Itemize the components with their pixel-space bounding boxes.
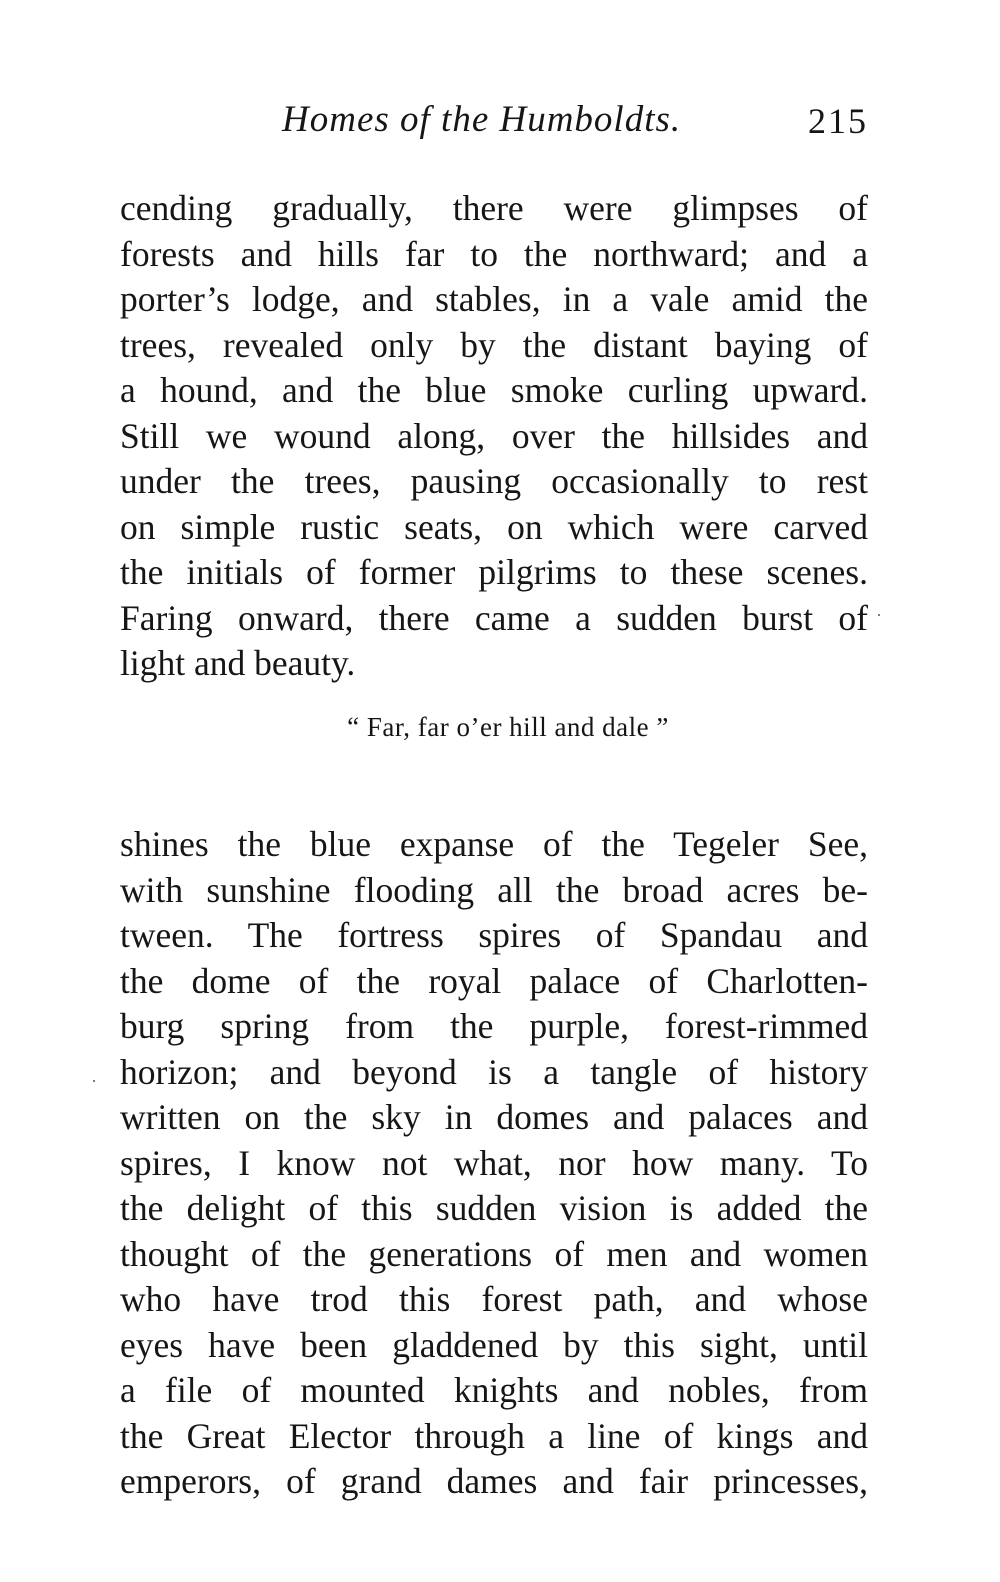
paragraph-1 <box>120 186 868 687</box>
text-line: the initials of former pilgrims to these scenes. <box>120 552 868 592</box>
text-line: who have trod this forest path, and whose <box>120 1279 868 1319</box>
text-line: cending gradually, there were glimpses of <box>120 188 868 228</box>
text-line: light and beauty. <box>120 643 356 683</box>
print-speck <box>878 614 880 616</box>
running-title: Homes of the Humboldts. <box>282 99 682 140</box>
text-line: Faring onward, there came a sudden burst of <box>120 597 868 638</box>
text-line: written on the sky in domes and palaces and <box>120 1097 868 1137</box>
text-line: shines the blue expanse of the Tegeler See, <box>120 824 868 864</box>
text-line: the Great Elector through a line of kings and <box>120 1415 868 1456</box>
verse-quotation: “ Far, far o’er hill and dale ” <box>347 712 669 742</box>
text-line: forests and hills far to the northward; and a <box>120 233 868 274</box>
page-number: 215 <box>808 101 868 141</box>
text-line: horizon; and beyond is a tangle of history <box>120 1051 868 1092</box>
text-line: eyes have been gladdened by this sight, until <box>120 1324 868 1365</box>
text-line: on simple rustic seats, on which were carved <box>120 506 868 547</box>
paragraph-2 <box>120 822 868 1505</box>
running-head <box>120 98 868 150</box>
text-line: a hound, and the blue smoke curling upward. <box>120 370 868 410</box>
text-line: burg spring from the purple, forest-rimmed <box>120 1006 868 1046</box>
print-speck <box>93 1080 95 1082</box>
text-line: emperors, of grand dames and fair princesses, <box>120 1461 868 1501</box>
text-line: the delight of this sudden vision is added the <box>120 1188 868 1228</box>
text-line: the dome of the royal palace of Charlotten- <box>120 960 868 1001</box>
text-line: trees, revealed only by the distant baying of <box>120 324 868 365</box>
text-line: with sunshine flooding all the broad acres be- <box>120 869 868 910</box>
text-line: under the trees, pausing occasionally to rest <box>120 461 868 501</box>
text-line: porter’s lodge, and stables, in a vale amid the <box>120 279 868 319</box>
text-line: thought of the generations of men and women <box>120 1233 868 1274</box>
text-line: a file of mounted knights and nobles, from <box>120 1370 868 1410</box>
text-line: Still we wound along, over the hillsides and <box>120 415 868 456</box>
text-line: spires, I know not what, nor how many. To <box>120 1142 868 1183</box>
text-line: tween. The fortress spires of Spandau and <box>120 915 868 955</box>
